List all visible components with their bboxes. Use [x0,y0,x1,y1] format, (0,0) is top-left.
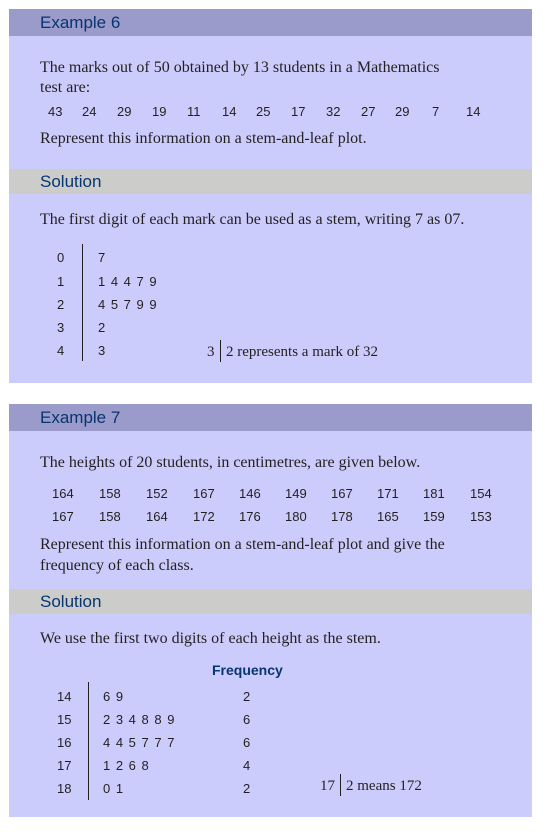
height-value: 165 [377,509,399,524]
mark-value: 29 [395,104,410,119]
height-value: 158 [99,509,121,524]
stem: 4 [57,343,65,358]
mark-value: 14 [466,104,481,119]
example-6-problem-line-2: test are: [40,79,91,96]
mark-value: 14 [222,104,237,119]
height-value: 167 [52,509,74,524]
height-value: 167 [193,486,215,501]
example-6-solution-text: The first digit of each mark can be used as a stem, writing 7 as 07. [40,211,465,228]
leaves: 7 [98,250,106,265]
example-6-solution-heading: Solution [9,169,532,194]
stem-divider [82,244,83,361]
height-value: 159 [423,509,445,524]
height-value: 153 [470,509,492,524]
example-7-solution-heading: Solution [9,589,532,614]
leaves: 6 9 [103,689,124,704]
leaves: 2 [98,320,106,335]
example-7-instruction-line-2: frequency of each class. [40,557,194,574]
stem-divider [88,682,89,800]
height-value: 146 [239,486,261,501]
height-value: 171 [377,486,399,501]
frequency-header: Frequency [212,662,283,678]
leaves: 2 3 4 8 8 9 [103,712,175,727]
height-value: 167 [331,486,353,501]
mark-value: 19 [152,104,167,119]
key-stem: 17 [320,778,335,794]
mark-value: 24 [82,104,97,119]
height-value: 180 [285,509,307,524]
key-text: 2 represents a mark of 32 [226,344,379,360]
example-7-solution-text: We use the first two digits of each height as the stem. [40,630,381,647]
mark-value: 32 [326,104,341,119]
key-text: 2 means 172 [346,778,422,794]
frequency-value: 6 [243,735,251,750]
height-value: 154 [470,486,492,501]
mark-value: 11 [187,104,201,119]
example-7-panel [9,404,532,817]
mark-value: 29 [117,104,132,119]
height-value: 164 [52,486,74,501]
leaves: 4 4 5 7 7 7 [103,735,175,750]
example-6-instruction: Represent this information on a stem-and-leaf plot. [40,130,367,147]
height-value: 164 [146,509,168,524]
key-stem: 3 [207,344,215,360]
leaves: 1 2 6 8 [103,758,149,773]
height-value: 181 [423,486,445,501]
example-7-instruction-line-1: Represent this information on a stem-and-leaf plot and give the [40,536,445,553]
leaves: 4 5 7 9 9 [98,297,157,312]
example-7-problem-line: The heights of 20 students, in centimetres, are given below. [40,454,421,471]
leaves: 1 4 4 7 9 [98,274,157,289]
example-6-panel [9,9,532,383]
height-value: 172 [193,509,215,524]
height-value: 152 [146,486,168,501]
mark-value: 17 [291,104,306,119]
height-value: 158 [99,486,121,501]
frequency-value: 4 [243,758,251,773]
stem: 18 [57,781,72,796]
height-value: 176 [239,509,261,524]
mark-value: 25 [256,104,271,119]
mark-value: 7 [432,104,440,119]
stem: 15 [57,712,72,727]
stem: 16 [57,735,72,750]
key-divider [340,774,341,796]
mark-value: 27 [361,104,376,119]
stem: 2 [57,297,65,312]
stem: 14 [57,689,72,704]
key-divider [220,340,221,362]
frequency-value: 6 [243,712,251,727]
leaves: 3 [98,343,106,358]
frequency-value: 2 [243,781,251,796]
height-value: 149 [285,486,307,501]
example-6-title: Example 6 [9,9,532,36]
stem: 0 [57,250,65,265]
frequency-value: 2 [243,689,251,704]
example-7-title: Example 7 [9,404,532,431]
leaves: 0 1 [103,781,124,796]
mark-value: 43 [48,104,63,119]
stem: 17 [57,758,72,773]
stem: 3 [57,320,65,335]
example-6-problem-line-1: The marks out of 50 obtained by 13 students in a Mathematics [40,59,440,76]
height-value: 178 [331,509,353,524]
stem: 1 [57,274,65,289]
